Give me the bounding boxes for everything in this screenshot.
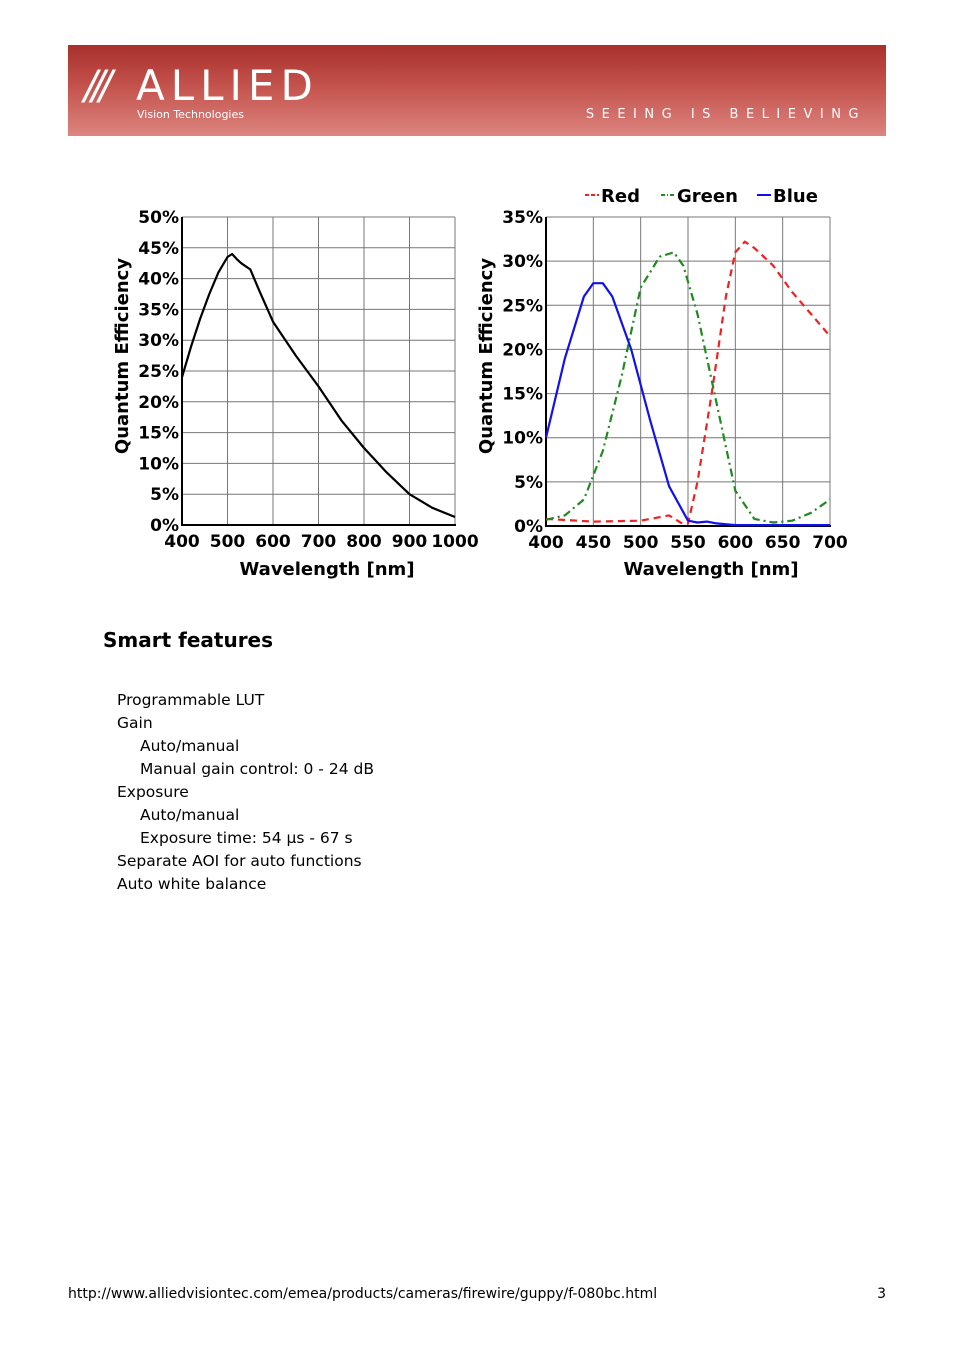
x-tick-label: 700	[300, 532, 337, 552]
y-tick-label: 15%	[502, 384, 543, 405]
y-tick-label: 35%	[138, 300, 179, 321]
x-tick-label: 500	[209, 532, 246, 552]
quantum-efficiency-charts	[0, 175, 954, 595]
page-number: 3	[877, 1286, 886, 1302]
chart-legend	[585, 186, 818, 207]
legend-label-red: Red	[601, 186, 640, 207]
x-tick-label: 600	[255, 532, 291, 552]
feature-item: Exposure	[117, 783, 189, 801]
feature-item: Exposure time: 54 µs - 67 s	[140, 829, 353, 847]
x-tick-label: 700	[812, 533, 848, 553]
y-tick-label: 20%	[138, 392, 179, 413]
y-tick-label: 20%	[502, 340, 543, 361]
logo-name: ALLIED	[136, 61, 319, 110]
feature-item: Auto white balance	[117, 875, 267, 893]
y-tick-label: 15%	[138, 423, 179, 444]
x-tick-label: 600	[717, 533, 754, 553]
logo-slashes: ///	[84, 63, 107, 109]
x-axis-label: Wavelength [nm]	[239, 559, 415, 580]
y-tick-label: 25%	[138, 362, 179, 382]
feature-item: Auto/manual	[140, 737, 240, 755]
y-tick-label: 10%	[502, 428, 543, 449]
y-tick-label: 10%	[138, 454, 179, 475]
feature-list	[117, 689, 374, 896]
logo-subtitle: Vision Technologies	[137, 108, 244, 121]
feature-item: Auto/manual	[140, 806, 240, 824]
feature-item: Manual gain control: 0 - 24 dB	[140, 760, 374, 778]
slogan: SEEING IS BELIEVING	[585, 107, 866, 122]
x-axis-label: Wavelength [nm]	[623, 559, 799, 580]
y-tick-label: 30%	[502, 252, 543, 273]
header-banner	[68, 45, 886, 136]
x-tick-label: 900	[391, 532, 428, 552]
x-tick-label: 500	[622, 533, 659, 553]
legend-label-blue: Blue	[773, 186, 818, 207]
y-tick-label: 45%	[138, 238, 179, 259]
x-tick-label: 400	[528, 533, 564, 553]
x-tick-label: 650	[764, 533, 801, 553]
y-tick-label: 30%	[138, 331, 179, 352]
footer-url[interactable]: http://www.alliedvisiontec.com/emea/products/cameras/firewire/guppy/f-080bc.html	[68, 1286, 658, 1302]
section-title: Smart features	[103, 628, 274, 652]
x-tick-label: 400	[164, 532, 200, 552]
feature-item: Programmable LUT	[117, 691, 265, 709]
y-tick-label: 40%	[138, 269, 179, 290]
y-tick-label: 5%	[150, 485, 179, 506]
y-tick-label: 50%	[138, 208, 179, 228]
y-tick-label: 25%	[502, 296, 543, 317]
y-tick-label: 0%	[150, 516, 179, 536]
y-tick-label: 35%	[502, 208, 543, 228]
y-tick-label: 0%	[514, 517, 543, 537]
x-tick-label: 450	[575, 533, 612, 553]
color-qe-chart	[476, 208, 848, 580]
y-axis-label: Quantum Efficiency	[476, 257, 497, 455]
x-tick-label: 1000	[431, 532, 479, 552]
feature-item: Separate AOI for auto functions	[117, 852, 362, 870]
feature-item: Gain	[117, 714, 153, 732]
y-axis-label: Quantum Efficiency	[112, 257, 133, 455]
legend-label-green: Green	[677, 186, 738, 207]
x-tick-label: 550	[670, 533, 706, 553]
mono-qe-chart	[112, 208, 479, 580]
y-tick-label: 5%	[514, 472, 543, 493]
x-tick-label: 800	[346, 532, 382, 552]
